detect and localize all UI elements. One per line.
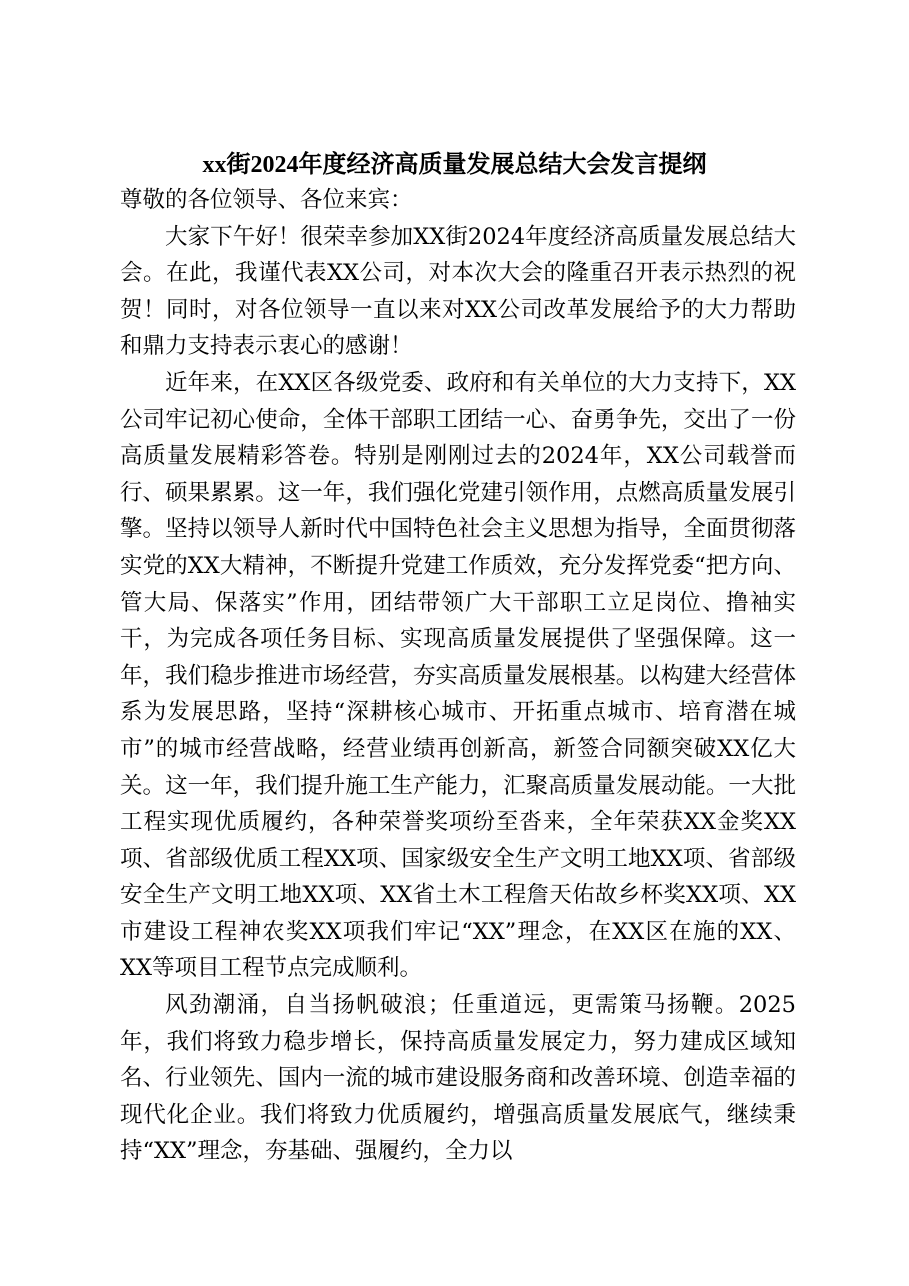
paragraph-outlook: 风劲潮涌，自当扬帆破浪；任重道远，更需策马扬鞭。2025年，我们将致力稳步增长，保持高质量发展定力，努力建成区域知名、行业领先、国内一流的城市建设服务商和改善环境、创造幸福的现代化企业。我们将致力优质履约，增强高质量发展底气，继续秉持“XX”理念，夯基础、强履约，全力以 [120, 992, 796, 1165]
paragraph-greeting: 大家下午好！很荣幸参加XX街2024年度经济高质量发展总结大会。在此，我谨代表XX公司，对本次大会的隆重召开表示热烈的祝贺！同时，对各位领导一直以来对XX公司改革发展给予的大力帮助和鼎力支持表示衷心的感谢！ [120, 223, 796, 360]
document-title: xx街2024年度经济高质量发展总结大会发言提纲 [202, 152, 707, 178]
document-body [120, 182, 796, 1170]
salutation: 尊敬的各位领导、各位来宾： [120, 187, 413, 213]
paragraph-achievements: 近年来，在XX区各级党委、政府和有关单位的大力支持下，XX公司牢记初心使命，全体干部职工团结一心、奋勇争先，交出了一份高质量发展精彩答卷。特别是刚刚过去的2024年，XX公司载誉而行、硕果累累。这一年，我们强化党建引领作用，点燃高质量发展引擎。坚持以领导人新时代中国特色社会主义思想为指导，全面贯彻落实党的XX大精神，不断提升党建工作质效，充分发挥党委“把方向、管大局、保落实”作用，团结带领广大干部职工立足岗位、撸袖实干，为完成各项任务目标、实现高质量发展提供了坚强保障。这一年，我们稳步推进市场经营，夯实高质量发展根基。以构建大经营体系为发展思路，坚持“深耕核心城市、开拓重点城市、培育潜在城市”的城市经营战略，经营业绩再创新高，新签合同额突破XX亿大关。这一年，我们提升施工生产能力，汇聚高质量发展动能。一大批工程实现优质履约，各种荣誉奖项纷至沓来，全年荣获XX金奖XX项、省部级优质工程XX项、国家级安全生产文明工地XX项、省部级安全生产文明工地XX项、XX省土木工程詹天佑故乡杯奖XX项、XX市建设工程神农奖XX项我们牢记“XX”理念，在XX区在施的XX、XX等项目工程节点完成顺利。 [120, 369, 796, 982]
